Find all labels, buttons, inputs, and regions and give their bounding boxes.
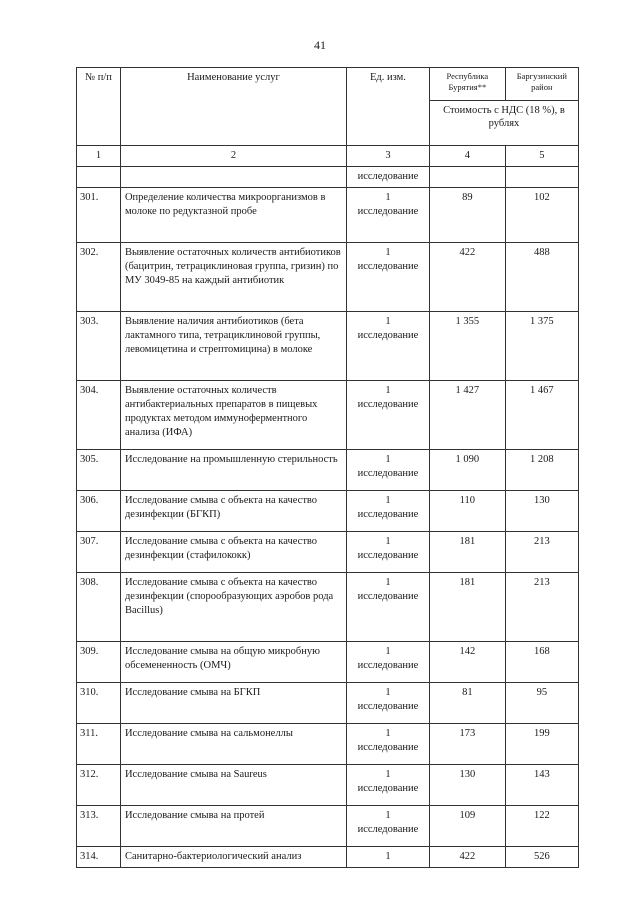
unit-cell — [346, 450, 429, 491]
service-name: Выявление остаточных количеств антибактериальных препаратов в пищевых продуктах методом иммуноферментного анализа (ИФА) — [120, 381, 346, 450]
row-number: 303. — [77, 312, 121, 381]
page-number: 41 — [314, 38, 326, 52]
price-buryatia: 110 — [429, 491, 505, 532]
unit-qty: 1 — [385, 646, 391, 657]
unit-qty: 1 — [385, 810, 391, 821]
table-row — [77, 683, 579, 724]
price-barguzin: 143 — [505, 765, 578, 806]
table-row — [77, 450, 579, 491]
unit-qty: 1 — [385, 495, 391, 506]
row-number: 309. — [77, 642, 121, 683]
price-barguzin: 1 375 — [505, 312, 578, 381]
unit-name: исследование — [357, 660, 419, 671]
row-number: 302. — [77, 243, 121, 312]
table-row — [77, 381, 579, 450]
service-name: Исследование смыва на протей — [120, 806, 346, 847]
unit-qty: 1 — [385, 728, 391, 739]
unit-cell — [346, 312, 429, 381]
unit-qty: 1 — [385, 851, 391, 862]
price-table — [76, 67, 579, 868]
table-row — [77, 312, 579, 381]
row-number: 308. — [77, 573, 121, 642]
unit-cell — [346, 532, 429, 573]
unit-name: исследование — [357, 206, 419, 217]
price-barguzin: 526 — [505, 847, 578, 868]
header-region-buryatia: Республика Бурятия** — [429, 68, 505, 101]
header-region-barguzin: Баргузинский район — [505, 68, 578, 101]
price-barguzin: 95 — [505, 683, 578, 724]
unit-name: исследование — [357, 261, 419, 272]
service-name: Исследование смыва на сальмонеллы — [120, 724, 346, 765]
row-number: 313. — [77, 806, 121, 847]
column-index: 5 — [505, 146, 578, 167]
unit-qty: 1 — [385, 385, 391, 396]
price-barguzin: 199 — [505, 724, 578, 765]
header-cost: Стоимость с НДС (18 %), в рублях — [429, 101, 578, 146]
unit-qty: 1 — [385, 247, 391, 258]
row-number: 307. — [77, 532, 121, 573]
unit-cell — [346, 847, 429, 868]
price-barguzin: 213 — [505, 573, 578, 642]
service-name: Исследование на промышленную стерильность — [120, 450, 346, 491]
table-row — [77, 573, 579, 642]
service-name: Исследование смыва с объекта на качество дезинфекции (спорообразующих аэробов рода Bacillus) — [120, 573, 346, 642]
service-name: Исследование смыва на Saureus — [120, 765, 346, 806]
price-buryatia: 173 — [429, 724, 505, 765]
price-buryatia: 81 — [429, 683, 505, 724]
row-number: 306. — [77, 491, 121, 532]
price-buryatia: 422 — [429, 847, 505, 868]
price-barguzin: 1 208 — [505, 450, 578, 491]
unit-cell — [346, 642, 429, 683]
unit-name: исследование — [357, 330, 419, 341]
price-buryatia: 181 — [429, 532, 505, 573]
row-number: 304. — [77, 381, 121, 450]
row-number: 301. — [77, 188, 121, 243]
table-row — [77, 491, 579, 532]
column-index: 2 — [120, 146, 346, 167]
price-barguzin: 488 — [505, 243, 578, 312]
service-name: Исследование смыва на общую микробную обсемененность (ОМЧ) — [120, 642, 346, 683]
unit-cell — [346, 806, 429, 847]
unit-qty: 1 — [385, 316, 391, 327]
unit-cell — [346, 683, 429, 724]
column-index: 4 — [429, 146, 505, 167]
unit-cell — [346, 243, 429, 312]
unit-cell — [346, 491, 429, 532]
price-buryatia: 1 355 — [429, 312, 505, 381]
table-row — [77, 532, 579, 573]
unit-name: исследование — [357, 701, 419, 712]
unit-qty: 1 — [385, 192, 391, 203]
service-name: Выявление остаточных количеств антибиотиков (бацитрин, тетрациклиновая группа, гризин) по МУ 3049-85 на каждый антибиотик — [120, 243, 346, 312]
header-unit: Ед. изм. — [346, 68, 429, 146]
unit-cell — [346, 573, 429, 642]
price-buryatia: 89 — [429, 188, 505, 243]
price-buryatia: 1 090 — [429, 450, 505, 491]
table-row — [77, 642, 579, 683]
continuation-unit: исследование — [346, 167, 429, 188]
price-barguzin: 213 — [505, 532, 578, 573]
service-name: Определение количества микроорганизмов в молоке по редуктазной пробе — [120, 188, 346, 243]
row-number: 314. — [77, 847, 121, 868]
table-row — [77, 188, 579, 243]
price-buryatia: 422 — [429, 243, 505, 312]
price-barguzin: 130 — [505, 491, 578, 532]
row-number: 312. — [77, 765, 121, 806]
service-name: Санитарно-бактериологический анализ — [120, 847, 346, 868]
unit-name: исследование — [357, 468, 419, 479]
unit-name: исследование — [357, 399, 419, 410]
row-number: 310. — [77, 683, 121, 724]
column-index: 3 — [346, 146, 429, 167]
service-name: Исследование смыва с объекта на качество дезинфекции (БГКП) — [120, 491, 346, 532]
table-row — [77, 765, 579, 806]
unit-name: исследование — [357, 824, 419, 835]
unit-name: исследование — [357, 783, 419, 794]
unit-qty: 1 — [385, 454, 391, 465]
price-barguzin: 168 — [505, 642, 578, 683]
row-number: 311. — [77, 724, 121, 765]
unit-cell — [346, 765, 429, 806]
service-name: Исследование смыва на БГКП — [120, 683, 346, 724]
unit-cell — [346, 724, 429, 765]
price-buryatia: 181 — [429, 573, 505, 642]
unit-name: исследование — [357, 742, 419, 753]
continuation-row — [77, 167, 579, 188]
price-buryatia: 1 427 — [429, 381, 505, 450]
price-barguzin: 1 467 — [505, 381, 578, 450]
unit-qty: 1 — [385, 536, 391, 547]
table-row — [77, 806, 579, 847]
row-number: 305. — [77, 450, 121, 491]
service-name: Выявление наличия антибиотиков (бета лактамного типа, тетрациклиновой группы, левомицетина и стрептомицина) в молоке — [120, 312, 346, 381]
unit-name: исследование — [357, 591, 419, 602]
price-buryatia: 130 — [429, 765, 505, 806]
price-barguzin: 122 — [505, 806, 578, 847]
price-barguzin: 102 — [505, 188, 578, 243]
table-row — [77, 847, 579, 868]
column-index: 1 — [77, 146, 121, 167]
unit-cell — [346, 188, 429, 243]
unit-name: исследование — [357, 509, 419, 520]
table-row — [77, 243, 579, 312]
unit-cell — [346, 381, 429, 450]
unit-qty: 1 — [385, 577, 391, 588]
price-buryatia: 109 — [429, 806, 505, 847]
table-row — [77, 724, 579, 765]
service-name: Исследование смыва с объекта на качество дезинфекции (стафилококк) — [120, 532, 346, 573]
header-num: № п/п — [77, 68, 121, 146]
unit-qty: 1 — [385, 769, 391, 780]
unit-qty: 1 — [385, 687, 391, 698]
price-buryatia: 142 — [429, 642, 505, 683]
unit-name: исследование — [357, 550, 419, 561]
header-service: Наименование услуг — [120, 68, 346, 146]
